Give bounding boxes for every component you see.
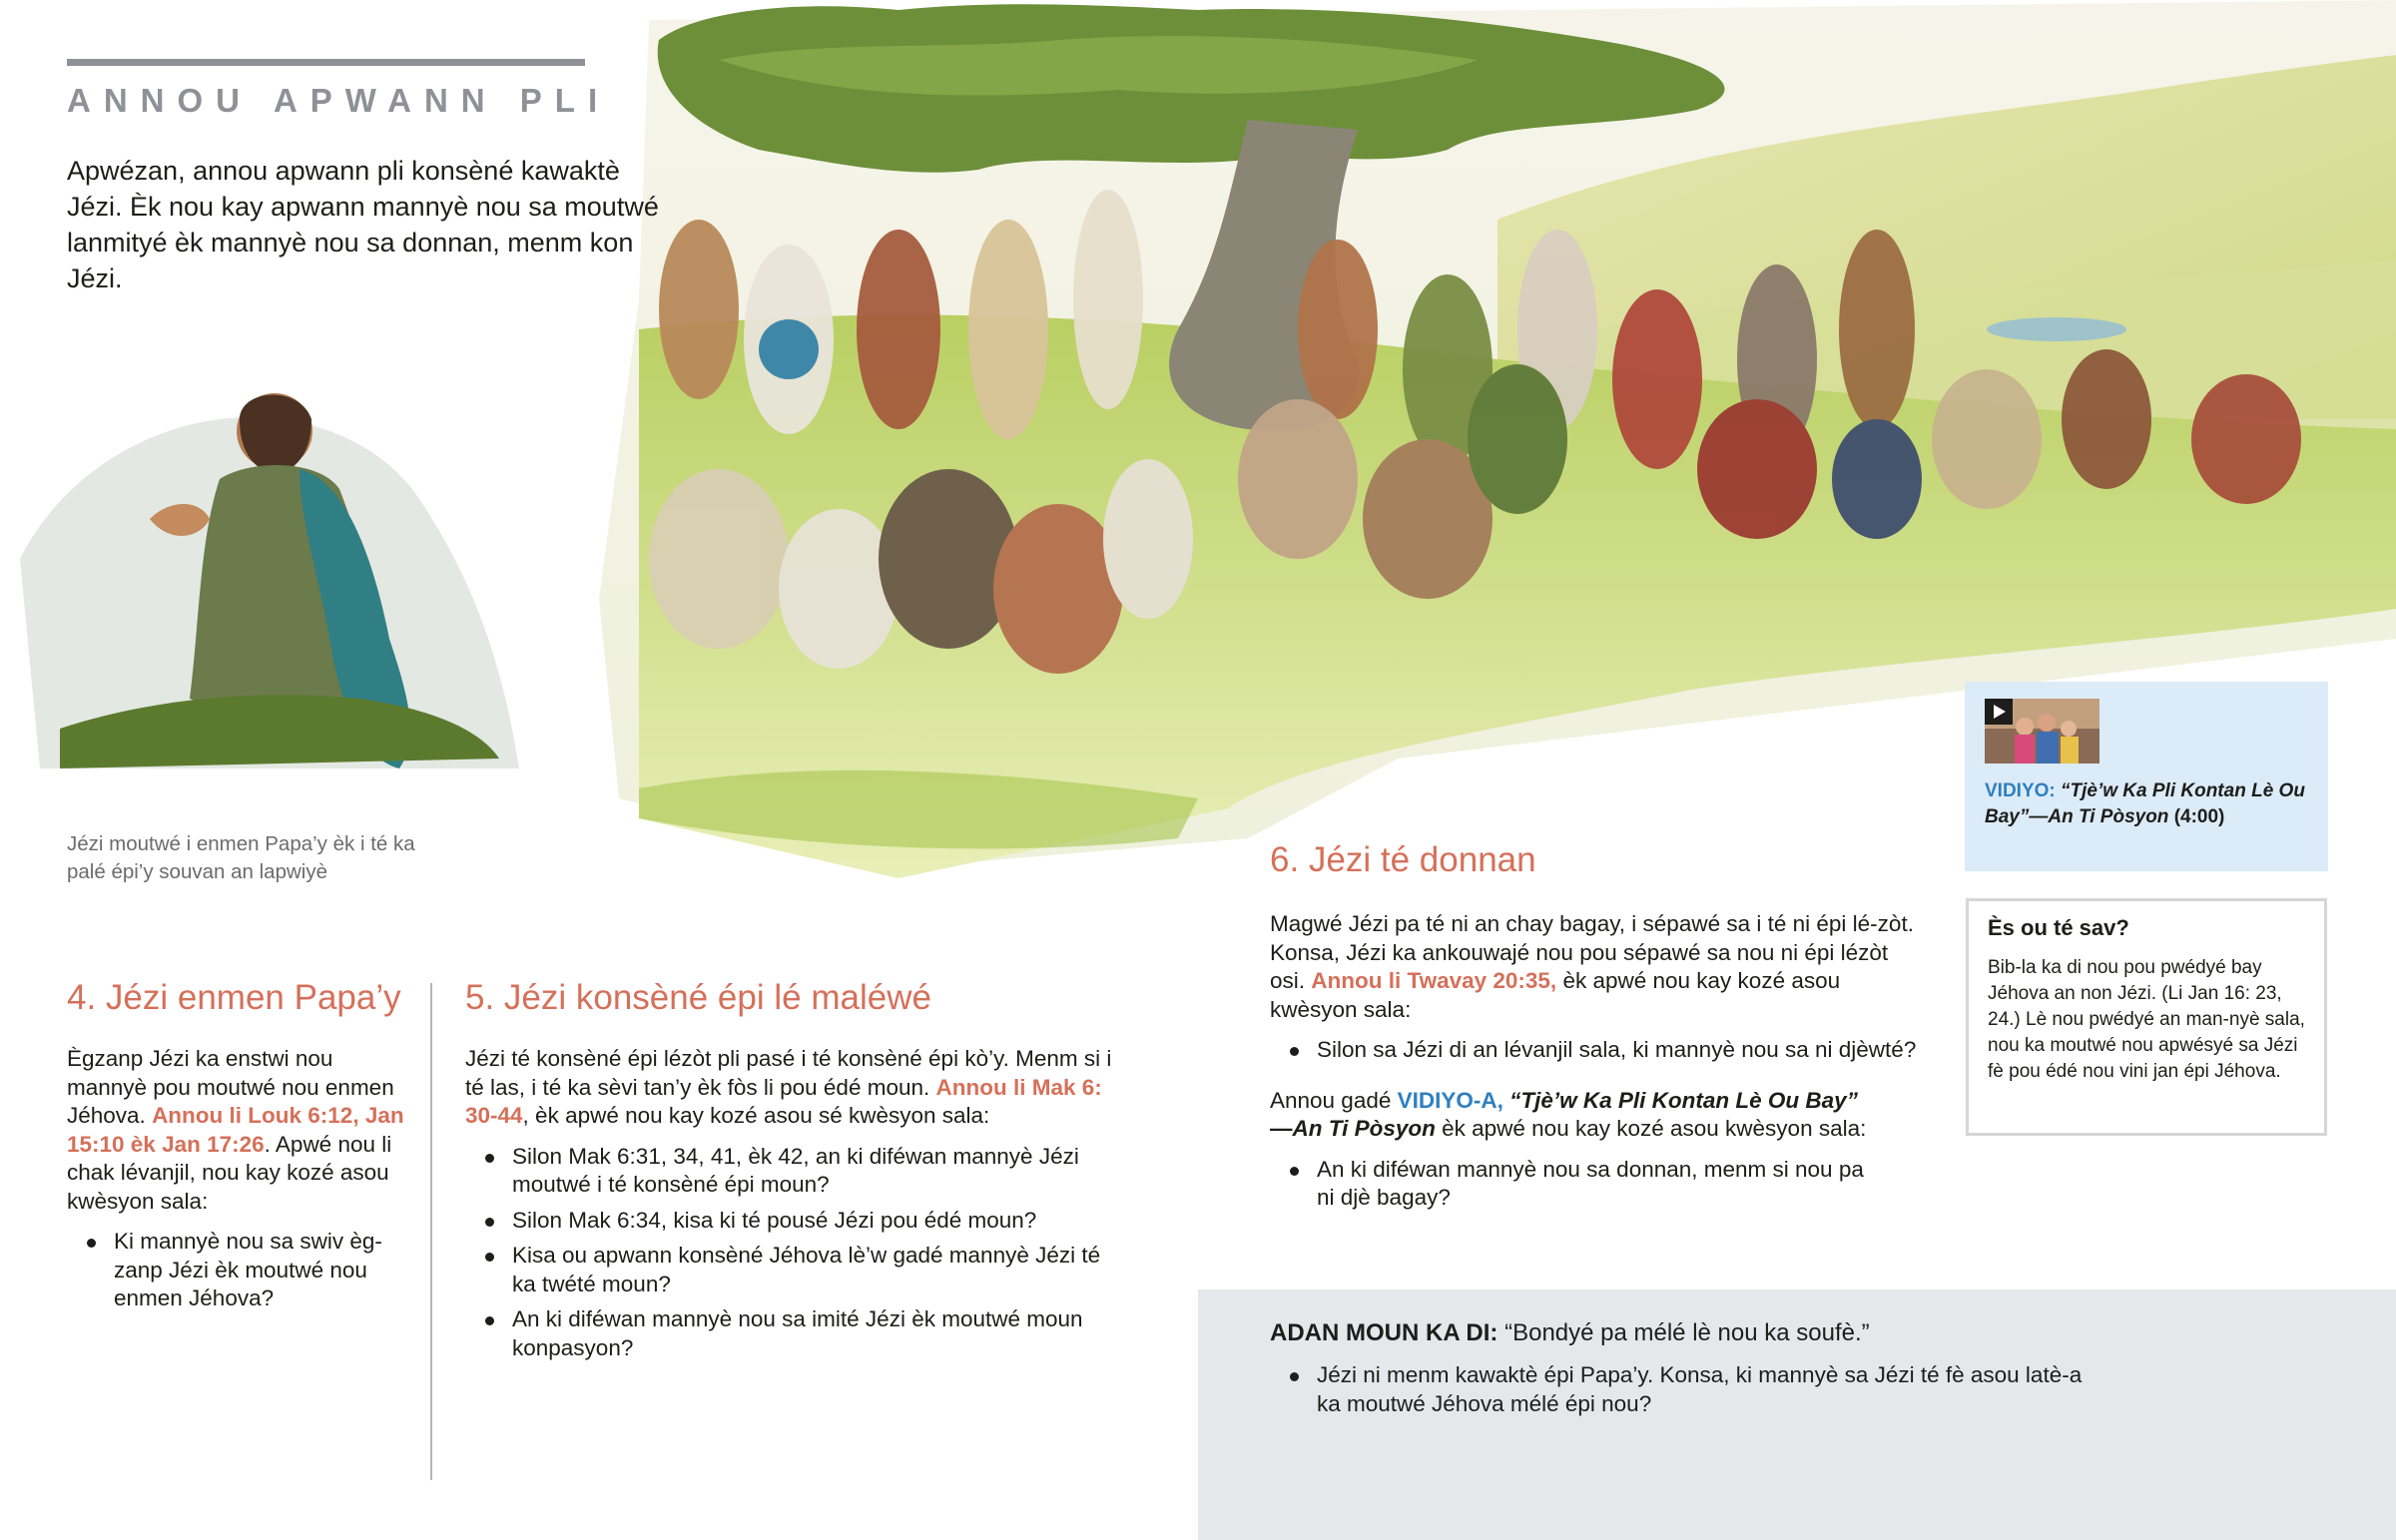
video-label: VIDIYO: [1985,780,2056,801]
section-kicker: ANNOU APWANN PLI [67,82,611,119]
question-item: Silon Mak 6:31, 34, 41, èk 42, an ki diféwan mannyè Jézi moutwé i té konsèné épi moun? [465,1143,1119,1200]
illustration-caption [67,830,446,886]
top-rule [67,59,585,66]
question-item: Ki mannyè nou sa swiv èg-zanp Jézi èk moutwé nou enmen Jéhova? [67,1228,411,1313]
section-4-heading: 4. Jézi enmen Papa’y [67,978,401,1017]
some-people-say-quote: “Bondyé pa mélé lè nou ka soufè.” [1498,1319,1870,1346]
section-5 [465,978,1119,1369]
question-list [1270,1156,1869,1213]
question-item: Kisa ou apwann konsèné Jéhova lè’w gadé mannyè Jézi té ka twété moun? [465,1242,1119,1298]
section-5-heading: 5. Jézi konsèné épi lé maléwé [465,978,931,1017]
play-icon[interactable] [1985,699,2013,725]
question-item: An ki diféwan mannyè nou sa donnan, menm si nou pa ni djè bagay? [1270,1156,1869,1213]
section-6-body: Magwé Jézi pa té ni an chay bagay, i sépawé sa i té ni épi lé-zòt. Konsa, Jézi ka ankouwajé nou pou sépawé sa nou ni épi lézòt osi. Annou li Twavay 20:35, èk apwé nou kay kozé asou kwèsyon sala: [1270,911,1914,1022]
some-people-say [1270,1317,2128,1425]
column-divider [430,983,432,1480]
question-list [67,1228,411,1313]
video-series: —An Ti Pòsyon [2029,806,2169,827]
caption-line: palé épi’y souvan an lapwiyè [67,860,327,883]
section-6-heading: 6. Jézi té donnan [1270,840,1536,879]
question-list [465,1143,1119,1363]
video-duration: (4:00) [2168,806,2225,827]
video-callout-text[interactable] [1985,778,2319,830]
intro-paragraph: Apwézan, annou apwann pli konsèné kawaktè Jézi. Èk nou kay apwann mannyè nou sa moutwé lanmityé èk mannyè nou sa donnan, menm kon Jézi. [67,156,659,293]
some-people-say-label: ADAN MOUN KA DI: [1270,1319,1498,1346]
video-title[interactable]: “Tjè’w Ka Pli Kontan Lè Ou Bay” [1502,1087,1858,1113]
video-series: An Ti Pòsyon [1292,1116,1436,1141]
video-title: “Tjè’w Ka Pli Kontan Lè Ou Bay” [1985,780,2305,827]
did-you-know-text: Bib-la ka di nou pou pwédyé bay Jéhova an non Jézi. (Li Jan 16: 23, 24.) Lè nou pwédyé an man-nyè sala, nou ka moutwé nou apwésyé sa Jézi fè pou édé nou vini jan épi Jéhova. [1988,957,2305,1082]
video-link[interactable]: VIDIYO-A, [1397,1087,1503,1113]
question-item: Jézi ni menm kawaktè épi Papa’y. Konsa, ki mannyè sa Jézi té fè asou latè-a ka moutwé Jéhova mélé épi nou? [1270,1361,2108,1418]
question-item: Silon sa Jézi di an lévanjil sala, ki mannyè nou sa ni djèwté? [1270,1036,1929,1065]
scripture-link[interactable]: Annou li Louk 6:12, Jan 15:10 èk Jan 17:26 [67,1103,404,1157]
section-4 [67,978,411,1320]
question-item: An ki diféwan mannyè nou sa imité Jézi èk moutwé moun konpasyon? [465,1305,1119,1362]
section-4-body: Ègzanp Jézi ka enstwi nou mannyè pou moutwé nou enmen Jéhova. Annou li Louk 6:12, Jan 15:10 èk Jan 17:26. Apwé nou li chak lévanjil, nou kay kozé asou kwèsyon sala: [67,1046,404,1214]
some-people-say-heading [1270,1317,2128,1349]
question-list [1270,1036,1929,1065]
scripture-link[interactable]: Annou li Twavay 20:35, [1311,968,1557,993]
section-6 [1270,840,1929,1220]
did-you-know-title: Ès ou té sav? [1988,915,2129,940]
question-list [1270,1361,2108,1418]
section-5-body: Jézi té konsèné épi lézòt pli pasé i té konsèné épi kò’y. Menm si i té las, i té ka sèvi tan’y èk fòs li pou édé moun. Annou li Mak 6: 30-44, èk apwé nou kay kozé asou sé kwèsyon sala: [465,1046,1112,1128]
question-item: Silon Mak 6:34, kisa ki té pousé Jézi pou édé moun? [465,1207,1119,1236]
did-you-know-content [1988,915,2307,1085]
caption-line: Jézi moutwé i enmen Papa’y èk i té ka [67,832,415,855]
scripture-link[interactable]: Annou li Mak 6: 30-44 [465,1074,1102,1128]
video-paragraph: Annou gadé VIDIYO-A, “Tjè’w Ka Pli Kontan Lè Ou Bay” —An Ti Pòsyon èk apwé nou kay kozé asou kwèsyon sala: [1270,1087,1867,1141]
